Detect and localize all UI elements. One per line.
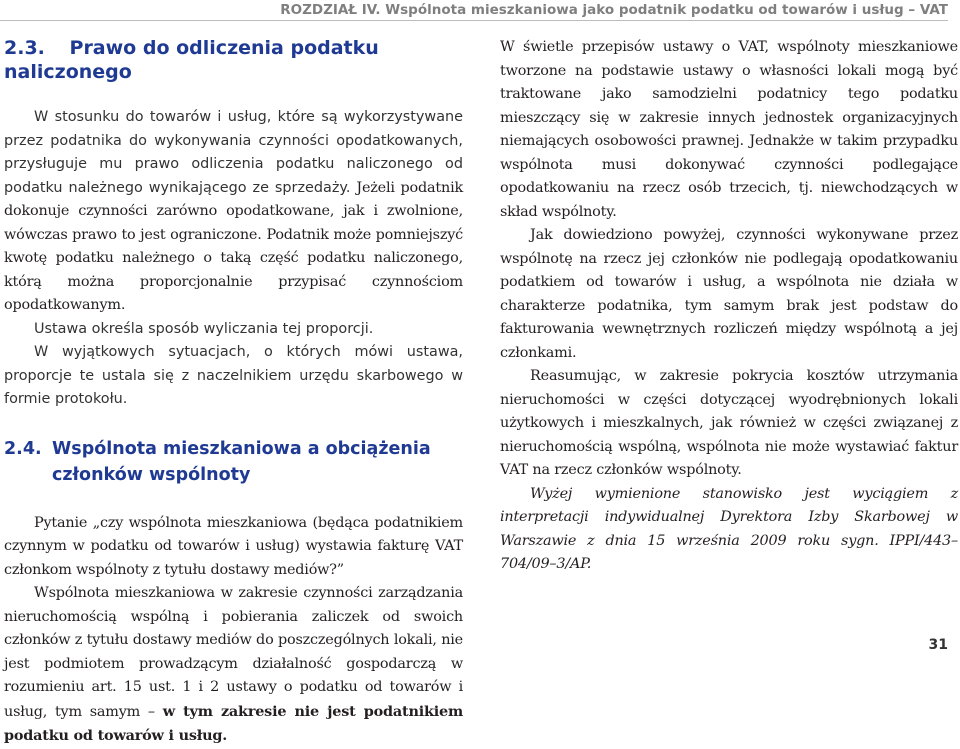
paragraph: Reasumując, w zakresie pokrycia kosztów utrzymania nieruchomości w części dotyczącej wyodrębnionych lokali użytkowych i mieszkalnych, jak również w części związanej z nieruchomością wspólną, wspólnota nie może wystawiać faktur VAT na rzecz członków wspólnoty. (500, 368, 958, 478)
subsection-number: 2.4. (4, 438, 42, 459)
right-column (500, 36, 958, 577)
section-body (4, 106, 463, 412)
paragraph: W świetle przepisów ustawy o VAT, wspólnoty mieszkaniowe tworzone na podstawie ustawy o własności lokali mogą być traktowane jako samodzielni podatnicy tego podatku mieszczący się w zakresie innych jednostek organizacyjnych niemających osobowości prawnej. Jednakże w takim przypadku wspólnota musi dokonywać czynności podlegające opodatkowaniu na rzecz osób trzecich, tj. niewchodzących w skład wspólnoty. (500, 39, 958, 220)
section-number: 2.3. (4, 37, 45, 59)
paragraph-serif: Jeżeli podatnik dokonuje czynności zarówno opodatkowane, jak i zwolnione, wówczas prawo to jest ograniczone. (4, 179, 463, 243)
section-title: Prawo do odliczenia podatku naliczonego (4, 37, 379, 83)
page-number: 31 (928, 637, 948, 653)
running-header: ROZDZIAŁ IV. Wspólnota mieszkaniowa jako podatnik podatku od towarów i usług – VAT (280, 2, 948, 18)
paragraph (4, 106, 463, 318)
paragraph: Pytanie „czy wspólnota mieszkaniowa (będąca podatnikiem czynnym w podatku od towarów i usług) wystawia fakturę VAT członkom wspólnoty z tytułu dostawy mediów?” (4, 514, 463, 578)
subsection-heading (4, 436, 463, 488)
paragraph-serif: Podatnik może pomniejszyć kwotę podatku należnego o taką część podatku naliczonego, którą można proporcjonalnie przypisać czynnościom opodatkowanym. (4, 226, 463, 313)
paragraph: Jak dowiedziono powyżej, czynności wykonywane przez wspólnotę na rzecz jej członków nie podlegają opodatkowaniu podatkiem od towarów i usług, a wspólnota nie działa w charakterze podatnika, tym samym brak jest podstaw do fakturowania wewnętrznych rozliczeń między wspólnotą a jej członkami. (500, 227, 958, 361)
subsection-title: Wspólnota mieszkaniowa a obciążenia członków wspólnoty (52, 438, 431, 485)
left-column (4, 36, 463, 749)
subsection-body (4, 512, 463, 749)
header-divider (0, 20, 948, 21)
paragraph-text: Wspólnota mieszkaniowa w zakresie czynności zarządzania nieruchomością wspólną i pobierania zaliczek od swoich członków z tytułu dostawy mediów do poszczególnych lokali, nie jest podmiotem prowadzącym działalność gospodarczą w rozumieniu art. 15 ust. 1 i 2 ustawy o podatku od towarów i usług, tym samym – (4, 585, 463, 720)
paragraph: W wyjątkowych sytuacjach, o których mówi ustawa, proporcje te ustala się z naczelnikiem urzędu skarbowego w formie protokołu. (4, 344, 463, 407)
paragraph: Ustawa określa sposób wyliczania tej proporcji. (34, 320, 374, 337)
section-heading (4, 36, 463, 84)
interpretation-citation: Wyżej wymienione stanowisko jest wyciągiem z interpretacji indywidualnej Dyrektora Izby Skarbowej w Warszawie z dnia 15 września 2009 roku sygn. IPPI/443–704/09–3/AP. (500, 485, 958, 572)
paragraph-sans: W stosunku do towarów i usług, które są wykorzystywane przez podatnika do wykonywania czynności opodatkowanych, przysługuje mu prawo odliczenia podatku naliczonego od podatku należnego wynikającego ze sprzedaży. (4, 109, 463, 196)
emphasis-text: w tym zakresie nie jest podatnikiem podatku od towarów i usług. (4, 702, 464, 744)
paragraph (4, 582, 463, 749)
